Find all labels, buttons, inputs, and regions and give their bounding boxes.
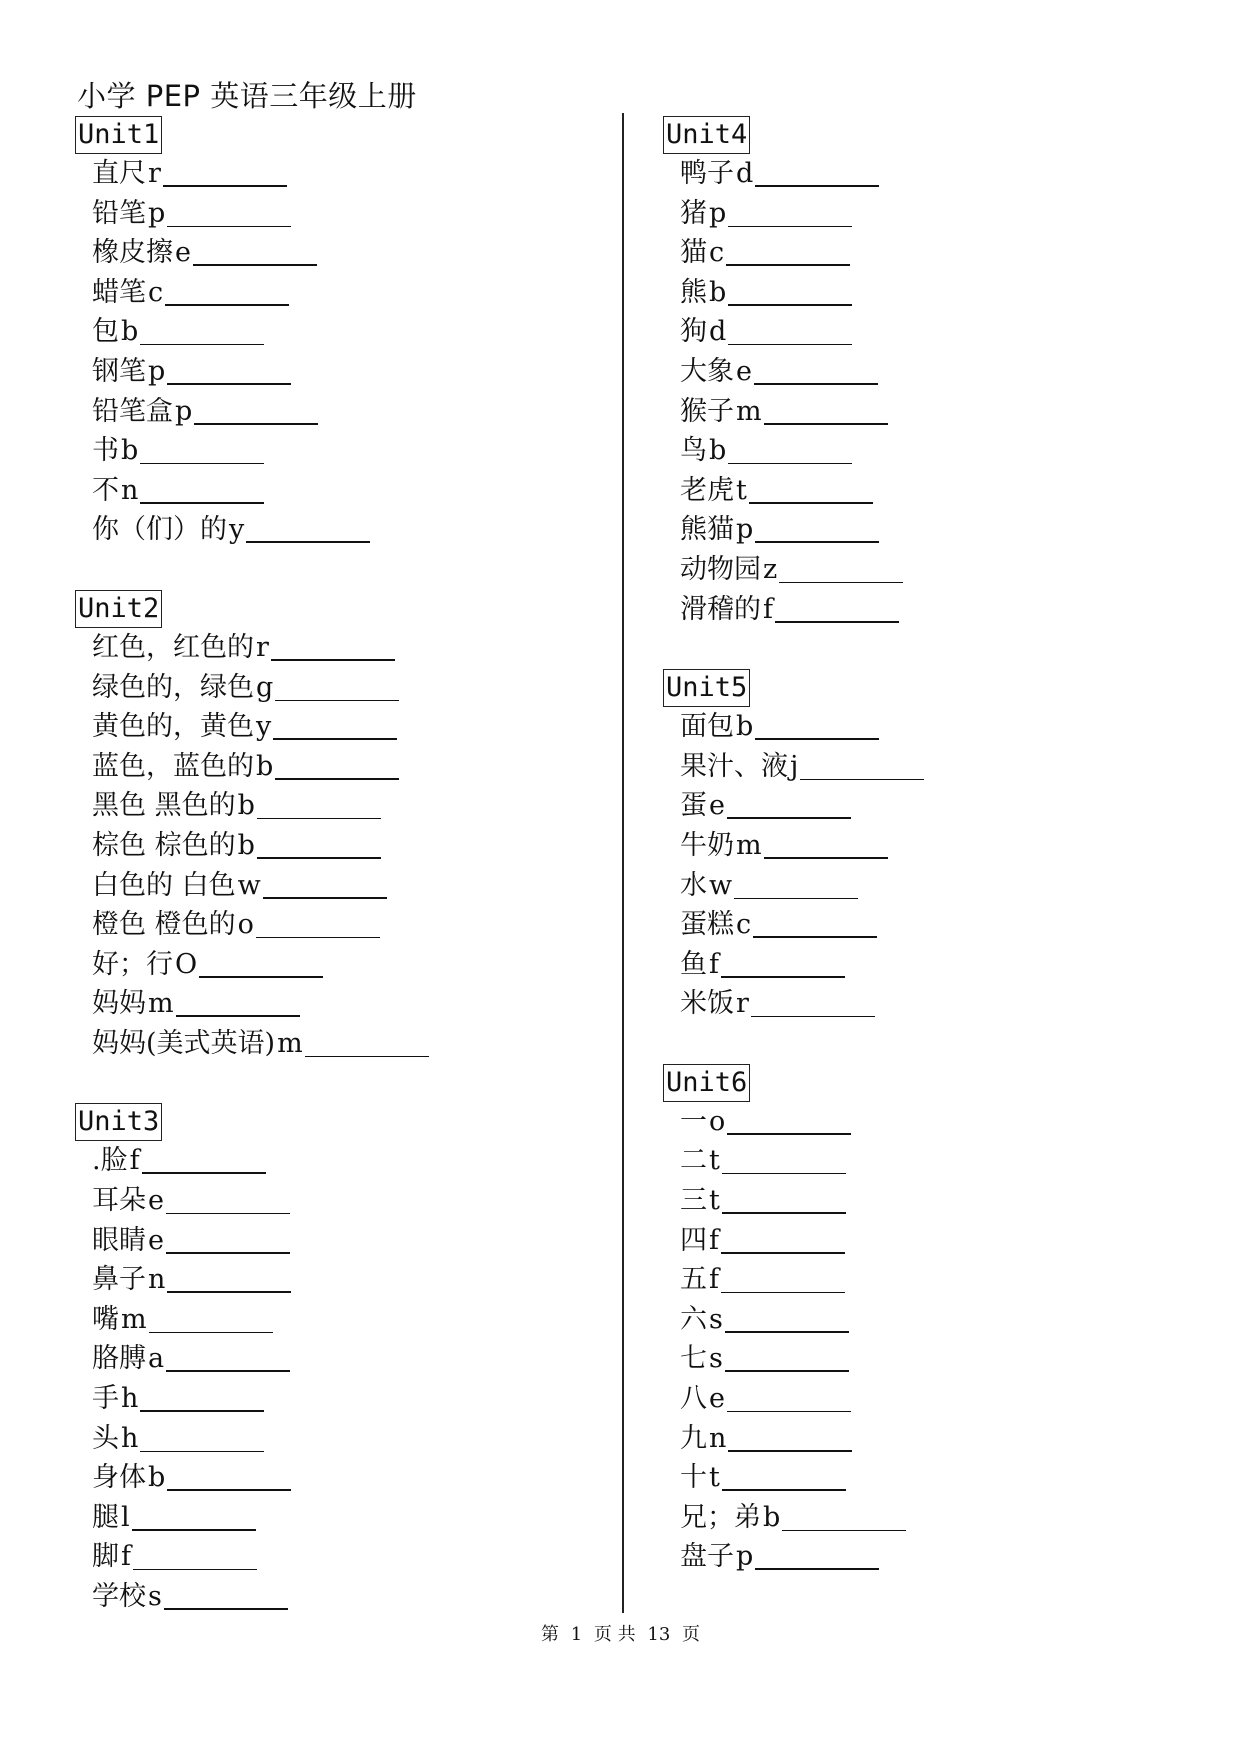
vocab-chinese: 猫 bbox=[680, 237, 707, 269]
vocab-initial-letter: y bbox=[256, 711, 272, 743]
vocab-chinese: 胳膊 bbox=[92, 1343, 146, 1375]
vocab-initial-letter: h bbox=[121, 1422, 139, 1454]
vocab-initial-letter: w bbox=[237, 869, 261, 901]
vocab-chinese: 橡皮擦 bbox=[92, 237, 173, 269]
vocab-initial-letter: t bbox=[709, 1462, 720, 1494]
vocab-item bbox=[663, 747, 924, 787]
answer-blank[interactable] bbox=[722, 1172, 846, 1174]
vocab-chinese: 蛋糕 bbox=[680, 909, 734, 941]
vocab-item bbox=[75, 352, 429, 392]
vocab-chinese: 八 bbox=[680, 1383, 707, 1415]
vocab-item bbox=[663, 1260, 924, 1300]
answer-blank[interactable] bbox=[728, 462, 852, 464]
answer-blank[interactable] bbox=[722, 1488, 846, 1491]
vocab-item bbox=[75, 905, 429, 945]
vocab-chinese: 米饭 bbox=[680, 988, 734, 1020]
vocab-initial-letter: n bbox=[121, 474, 139, 506]
answer-blank[interactable] bbox=[728, 303, 852, 306]
vocab-chinese: 手 bbox=[92, 1383, 119, 1415]
vocab-chinese: 熊猫 bbox=[680, 514, 734, 546]
vocab-chinese: 书 bbox=[92, 435, 119, 467]
vocab-initial-letter: c bbox=[709, 237, 725, 269]
vocab-initial-letter: t bbox=[709, 1145, 720, 1177]
vocab-initial-letter: e bbox=[148, 1224, 164, 1256]
vocab-item bbox=[75, 984, 429, 1024]
answer-blank[interactable] bbox=[727, 816, 851, 819]
vocab-initial-letter: m bbox=[148, 988, 174, 1020]
answer-blank[interactable] bbox=[755, 737, 879, 740]
vocab-item bbox=[75, 1221, 429, 1261]
vocab-chinese: 面包 bbox=[680, 711, 734, 743]
vocab-initial-letter: c bbox=[148, 276, 164, 308]
vocab-chinese: 牛奶 bbox=[680, 829, 734, 861]
vocab-chinese: 鸟 bbox=[680, 435, 707, 467]
answer-blank[interactable] bbox=[140, 462, 264, 464]
answer-blank[interactable] bbox=[751, 1015, 875, 1017]
right-column bbox=[663, 116, 924, 1617]
vocab-item bbox=[75, 1498, 429, 1538]
answer-blank[interactable] bbox=[721, 1291, 845, 1293]
vocab-item bbox=[663, 312, 924, 352]
vocab-initial-letter: p bbox=[709, 197, 727, 229]
answer-blank[interactable] bbox=[167, 225, 291, 227]
vocab-chinese: 滑稽的 bbox=[680, 593, 761, 625]
vocab-initial-letter: d bbox=[709, 316, 727, 348]
vocab-chinese: 橙色 橙色的 bbox=[92, 909, 236, 941]
vocab-initial-letter: e bbox=[709, 1383, 725, 1415]
unit-title: Unit5 bbox=[663, 669, 750, 707]
vocab-chinese: 你（们）的 bbox=[92, 514, 227, 546]
vocab-item bbox=[75, 1379, 429, 1419]
vocab-chinese: 蜡笔 bbox=[92, 276, 146, 308]
vocab-item bbox=[663, 826, 924, 866]
vocab-chinese: 嘴 bbox=[92, 1303, 119, 1335]
answer-blank[interactable] bbox=[257, 856, 381, 859]
unit-section bbox=[663, 116, 924, 629]
vocab-item bbox=[75, 1300, 429, 1340]
answer-blank[interactable] bbox=[775, 620, 899, 623]
vocab-item bbox=[75, 194, 429, 234]
vocab-chinese: 猴子 bbox=[680, 395, 734, 427]
vocab-initial-letter: f bbox=[129, 1145, 140, 1177]
vocab-initial-letter: d bbox=[736, 158, 754, 189]
vocab-chinese: 不 bbox=[92, 474, 119, 506]
answer-blank[interactable] bbox=[132, 1528, 256, 1531]
unit-section bbox=[75, 1103, 429, 1616]
vocab-initial-letter: f bbox=[709, 948, 719, 980]
vocab-item bbox=[75, 1141, 429, 1181]
unit-title: Unit3 bbox=[75, 1103, 162, 1141]
vocab-chinese: 钢笔 bbox=[92, 355, 146, 387]
answer-blank[interactable] bbox=[726, 263, 850, 266]
vocab-chinese: 五 bbox=[680, 1264, 707, 1296]
answer-blank[interactable] bbox=[755, 1567, 879, 1570]
vocab-initial-letter: f bbox=[763, 593, 773, 625]
vocab-initial-letter: j bbox=[790, 750, 799, 782]
answer-blank[interactable] bbox=[764, 856, 888, 859]
vocab-item bbox=[663, 707, 924, 747]
vocab-initial-letter: l bbox=[121, 1501, 130, 1533]
vocab-initial-letter: b bbox=[121, 435, 139, 467]
vocab-item bbox=[663, 1379, 924, 1419]
answer-blank[interactable] bbox=[176, 1014, 300, 1017]
vocab-chinese: 妈妈 bbox=[92, 988, 146, 1020]
vocab-item bbox=[75, 1339, 429, 1379]
answer-blank[interactable] bbox=[140, 1450, 264, 1452]
vocab-chinese: 鸭子 bbox=[680, 158, 734, 189]
answer-blank[interactable] bbox=[256, 936, 380, 938]
answer-blank[interactable] bbox=[728, 1449, 852, 1452]
answer-blank[interactable] bbox=[194, 422, 318, 425]
vocab-initial-letter: m bbox=[736, 829, 762, 861]
answer-blank[interactable] bbox=[263, 896, 387, 899]
vocab-item bbox=[663, 786, 924, 826]
vocab-item bbox=[663, 1537, 924, 1577]
vocab-item bbox=[75, 826, 429, 866]
vocab-chinese: 六 bbox=[680, 1303, 707, 1335]
answer-blank[interactable] bbox=[271, 658, 395, 661]
answer-blank[interactable] bbox=[755, 184, 879, 187]
vocab-item bbox=[663, 431, 924, 471]
vocab-chinese: 腿 bbox=[92, 1501, 119, 1533]
vocab-item bbox=[75, 392, 429, 432]
vocab-item bbox=[663, 590, 924, 630]
vocab-chinese: 二 bbox=[680, 1145, 707, 1177]
answer-blank[interactable] bbox=[728, 225, 852, 227]
vocab-item bbox=[663, 392, 924, 432]
answer-blank[interactable] bbox=[800, 778, 924, 780]
vocab-item bbox=[75, 154, 429, 194]
vocab-initial-letter: r bbox=[736, 988, 749, 1020]
answer-blank[interactable] bbox=[167, 382, 291, 385]
vocab-item bbox=[663, 866, 924, 906]
vocab-initial-letter: s bbox=[709, 1303, 723, 1335]
vocab-item bbox=[663, 1498, 924, 1538]
vocab-item bbox=[75, 1537, 429, 1577]
vocab-item bbox=[663, 1141, 924, 1181]
vocab-chinese: 大象 bbox=[680, 355, 734, 387]
vocab-chinese: 七 bbox=[680, 1343, 707, 1375]
answer-blank[interactable] bbox=[779, 581, 903, 583]
vocab-chinese: 鼻子 bbox=[92, 1264, 146, 1296]
answer-blank[interactable] bbox=[727, 1410, 851, 1412]
vocab-item bbox=[75, 233, 429, 273]
footer-middle: 页 共 bbox=[593, 1624, 636, 1645]
unit-title: Unit4 bbox=[663, 116, 750, 154]
answer-blank[interactable] bbox=[721, 975, 845, 978]
vocab-item bbox=[75, 1458, 429, 1498]
vocab-initial-letter: m bbox=[736, 395, 762, 427]
vocab-chinese: 猪 bbox=[680, 197, 707, 229]
vocab-item bbox=[663, 984, 924, 1024]
vocab-chinese: 蛋 bbox=[680, 790, 707, 822]
vocab-initial-letter: p bbox=[148, 355, 166, 387]
vocab-chinese: 十 bbox=[680, 1462, 707, 1494]
vocab-item bbox=[663, 945, 924, 985]
vocab-initial-letter: b bbox=[148, 1462, 166, 1494]
unit-section bbox=[663, 669, 924, 1024]
vocab-chinese: 蓝色，蓝色的 bbox=[92, 750, 254, 782]
answer-blank[interactable] bbox=[722, 1211, 846, 1214]
answer-blank[interactable] bbox=[142, 1171, 266, 1174]
vocab-item bbox=[75, 866, 429, 906]
vocab-item bbox=[663, 550, 924, 590]
answer-blank[interactable] bbox=[167, 1290, 291, 1293]
vocab-item bbox=[75, 1024, 429, 1064]
vocab-chinese: 老虎 bbox=[680, 474, 734, 506]
vocab-initial-letter: z bbox=[763, 553, 778, 585]
answer-blank[interactable] bbox=[140, 501, 264, 504]
vocab-chinese: 妈妈(美式英语) bbox=[92, 1027, 276, 1059]
vocab-chinese: 身体 bbox=[92, 1462, 146, 1494]
vocab-initial-letter: b bbox=[709, 435, 727, 467]
vocab-item bbox=[75, 510, 429, 550]
vocab-item bbox=[75, 786, 429, 826]
unit-section bbox=[663, 1064, 924, 1577]
vocab-chinese: 铅笔盒 bbox=[92, 395, 173, 427]
vocab-item bbox=[75, 1419, 429, 1459]
answer-blank[interactable] bbox=[163, 184, 287, 187]
vocab-item bbox=[663, 273, 924, 313]
vocab-item bbox=[663, 1339, 924, 1379]
vocab-initial-letter: p bbox=[736, 514, 754, 546]
unit-section bbox=[75, 116, 429, 550]
vocab-initial-letter: e bbox=[175, 237, 191, 269]
vocab-initial-letter: w bbox=[709, 869, 733, 901]
vocab-item bbox=[75, 471, 429, 511]
vocab-initial-letter: e bbox=[709, 790, 725, 822]
answer-blank[interactable] bbox=[140, 343, 264, 345]
vocab-item bbox=[663, 905, 924, 945]
column-divider bbox=[622, 113, 624, 1613]
vocab-initial-letter: b bbox=[736, 711, 754, 743]
answer-blank[interactable] bbox=[782, 1529, 906, 1531]
answer-blank[interactable] bbox=[166, 1212, 290, 1214]
footer-total-pages: 13 bbox=[647, 1624, 671, 1645]
vocab-initial-letter: b bbox=[709, 276, 727, 308]
vocab-chinese: 好；行 bbox=[92, 948, 173, 980]
vocab-chinese: 九 bbox=[680, 1422, 707, 1454]
vocab-initial-letter: a bbox=[148, 1343, 165, 1375]
vocab-initial-letter: b bbox=[763, 1501, 781, 1533]
vocab-item bbox=[75, 747, 429, 787]
vocab-item bbox=[75, 312, 429, 352]
vocab-chinese: 白色的 白色 bbox=[92, 869, 236, 901]
unit-title: Unit1 bbox=[75, 116, 162, 154]
vocab-item bbox=[663, 471, 924, 511]
vocab-initial-letter: p bbox=[175, 395, 193, 427]
answer-blank[interactable] bbox=[133, 1568, 257, 1570]
answer-blank[interactable] bbox=[755, 540, 879, 543]
vocab-chinese: 黄色的，黄色 bbox=[92, 711, 254, 743]
vocab-chinese: 铅笔 bbox=[92, 197, 146, 229]
vocab-chinese: 鱼 bbox=[680, 948, 707, 980]
vocab-chinese: 果汁、液 bbox=[680, 750, 788, 782]
vocab-chinese: 红色，红色的 bbox=[92, 631, 254, 663]
answer-blank[interactable] bbox=[273, 737, 397, 740]
vocab-initial-letter: r bbox=[256, 631, 269, 663]
vocab-initial-letter: t bbox=[709, 1185, 720, 1217]
vocab-chinese: 一 bbox=[680, 1105, 707, 1137]
answer-blank[interactable] bbox=[727, 1132, 851, 1135]
answer-blank[interactable] bbox=[728, 343, 852, 345]
answer-blank[interactable] bbox=[721, 1251, 845, 1254]
footer-page-number: 1 bbox=[570, 1624, 583, 1645]
vocab-item bbox=[75, 431, 429, 471]
vocab-chinese: 学校 bbox=[92, 1581, 146, 1612]
vocab-initial-letter: O bbox=[175, 948, 198, 980]
unit-section bbox=[75, 590, 429, 1064]
vocab-item bbox=[663, 194, 924, 234]
vocab-chinese: 耳朵 bbox=[92, 1185, 146, 1217]
vocab-initial-letter: p bbox=[736, 1541, 754, 1573]
vocab-item bbox=[75, 1577, 429, 1617]
vocab-chinese: 包 bbox=[92, 316, 119, 348]
vocab-initial-letter: s bbox=[148, 1581, 162, 1612]
vocab-chinese: 盘子 bbox=[680, 1541, 734, 1573]
answer-blank[interactable] bbox=[734, 897, 858, 899]
answer-blank[interactable] bbox=[140, 1409, 264, 1412]
vocab-initial-letter: h bbox=[121, 1383, 139, 1415]
vocab-initial-letter: t bbox=[736, 474, 747, 506]
vocab-initial-letter: b bbox=[121, 316, 139, 348]
vocab-item bbox=[75, 707, 429, 747]
vocab-chinese: 黑色 黑色的 bbox=[92, 790, 236, 822]
vocab-initial-letter: f bbox=[709, 1264, 719, 1296]
unit-title: Unit2 bbox=[75, 590, 162, 628]
answer-blank[interactable] bbox=[725, 1330, 849, 1333]
vocab-item bbox=[663, 1221, 924, 1261]
vocab-initial-letter: o bbox=[237, 909, 254, 941]
answer-blank[interactable] bbox=[725, 1369, 849, 1372]
vocab-item bbox=[663, 510, 924, 550]
answer-blank[interactable] bbox=[199, 975, 323, 978]
answer-blank[interactable] bbox=[749, 501, 873, 504]
vocab-chinese: 头 bbox=[92, 1422, 119, 1454]
vocab-initial-letter: m bbox=[277, 1027, 303, 1059]
vocab-initial-letter: e bbox=[148, 1185, 164, 1217]
vocab-chinese: 脚 bbox=[92, 1541, 119, 1573]
vocab-chinese: 四 bbox=[680, 1224, 707, 1256]
answer-blank[interactable] bbox=[165, 303, 289, 306]
answer-blank[interactable] bbox=[753, 935, 877, 938]
answer-blank[interactable] bbox=[275, 699, 399, 701]
vocab-initial-letter: m bbox=[121, 1303, 147, 1335]
vocab-initial-letter: c bbox=[736, 909, 752, 941]
vocab-initial-letter: f bbox=[121, 1541, 131, 1573]
vocab-item bbox=[663, 233, 924, 273]
vocab-chinese: 狗 bbox=[680, 316, 707, 348]
vocab-item bbox=[663, 1458, 924, 1498]
unit-title: Unit6 bbox=[663, 1064, 750, 1102]
vocab-initial-letter: s bbox=[709, 1343, 723, 1375]
page-footer bbox=[0, 1623, 1241, 1647]
vocab-initial-letter: b bbox=[237, 790, 255, 822]
footer-suffix: 页 bbox=[682, 1624, 701, 1645]
answer-blank[interactable] bbox=[764, 422, 888, 425]
vocab-initial-letter: r bbox=[148, 158, 161, 189]
vocab-item bbox=[663, 1181, 924, 1221]
answer-blank[interactable] bbox=[193, 263, 317, 266]
vocab-chinese: .脸 bbox=[92, 1145, 128, 1177]
vocab-initial-letter: o bbox=[709, 1105, 726, 1137]
vocab-initial-letter: g bbox=[256, 671, 274, 703]
vocab-item bbox=[75, 1181, 429, 1221]
vocab-initial-letter: y bbox=[229, 514, 245, 546]
vocab-initial-letter: f bbox=[709, 1224, 719, 1256]
page-title: 小学 PEP 英语三年级上册 bbox=[77, 79, 417, 113]
vocab-initial-letter: n bbox=[148, 1264, 166, 1296]
vocab-item bbox=[663, 1300, 924, 1340]
vocab-initial-letter: p bbox=[148, 197, 166, 229]
answer-blank[interactable] bbox=[164, 1607, 288, 1610]
vocab-item bbox=[75, 945, 429, 985]
answer-blank[interactable] bbox=[166, 1369, 290, 1372]
answer-blank[interactable] bbox=[246, 540, 370, 543]
answer-blank[interactable] bbox=[166, 1251, 290, 1254]
vocab-chinese: 熊 bbox=[680, 276, 707, 308]
vocab-item bbox=[663, 352, 924, 392]
vocab-initial-letter: e bbox=[736, 355, 752, 387]
vocab-initial-letter: b bbox=[237, 829, 255, 861]
vocab-item bbox=[663, 1102, 924, 1142]
vocab-chinese: 棕色 棕色的 bbox=[92, 829, 236, 861]
vocab-item bbox=[75, 668, 429, 708]
vocab-item bbox=[663, 154, 924, 194]
answer-blank[interactable] bbox=[257, 817, 381, 819]
vocab-chinese: 水 bbox=[680, 869, 707, 901]
vocab-chinese: 绿色的，绿色 bbox=[92, 671, 254, 703]
answer-blank[interactable] bbox=[275, 777, 399, 780]
vocab-initial-letter: b bbox=[256, 750, 274, 782]
vocab-initial-letter: n bbox=[709, 1422, 727, 1454]
answer-blank[interactable] bbox=[754, 382, 878, 385]
left-column bbox=[75, 116, 429, 1657]
vocab-chinese: 直尺 bbox=[92, 158, 146, 189]
vocab-item bbox=[75, 1260, 429, 1300]
vocab-item bbox=[663, 1419, 924, 1459]
footer-prefix: 第 bbox=[540, 1624, 559, 1645]
vocab-chinese: 兄；弟 bbox=[680, 1501, 761, 1533]
answer-blank[interactable] bbox=[305, 1055, 429, 1057]
answer-blank[interactable] bbox=[149, 1331, 273, 1333]
vocab-chinese: 眼睛 bbox=[92, 1224, 146, 1256]
vocab-chinese: 动物园 bbox=[680, 553, 761, 585]
answer-blank[interactable] bbox=[167, 1488, 291, 1491]
vocab-item bbox=[75, 273, 429, 313]
vocab-item bbox=[75, 628, 429, 668]
vocab-chinese: 三 bbox=[680, 1185, 707, 1217]
